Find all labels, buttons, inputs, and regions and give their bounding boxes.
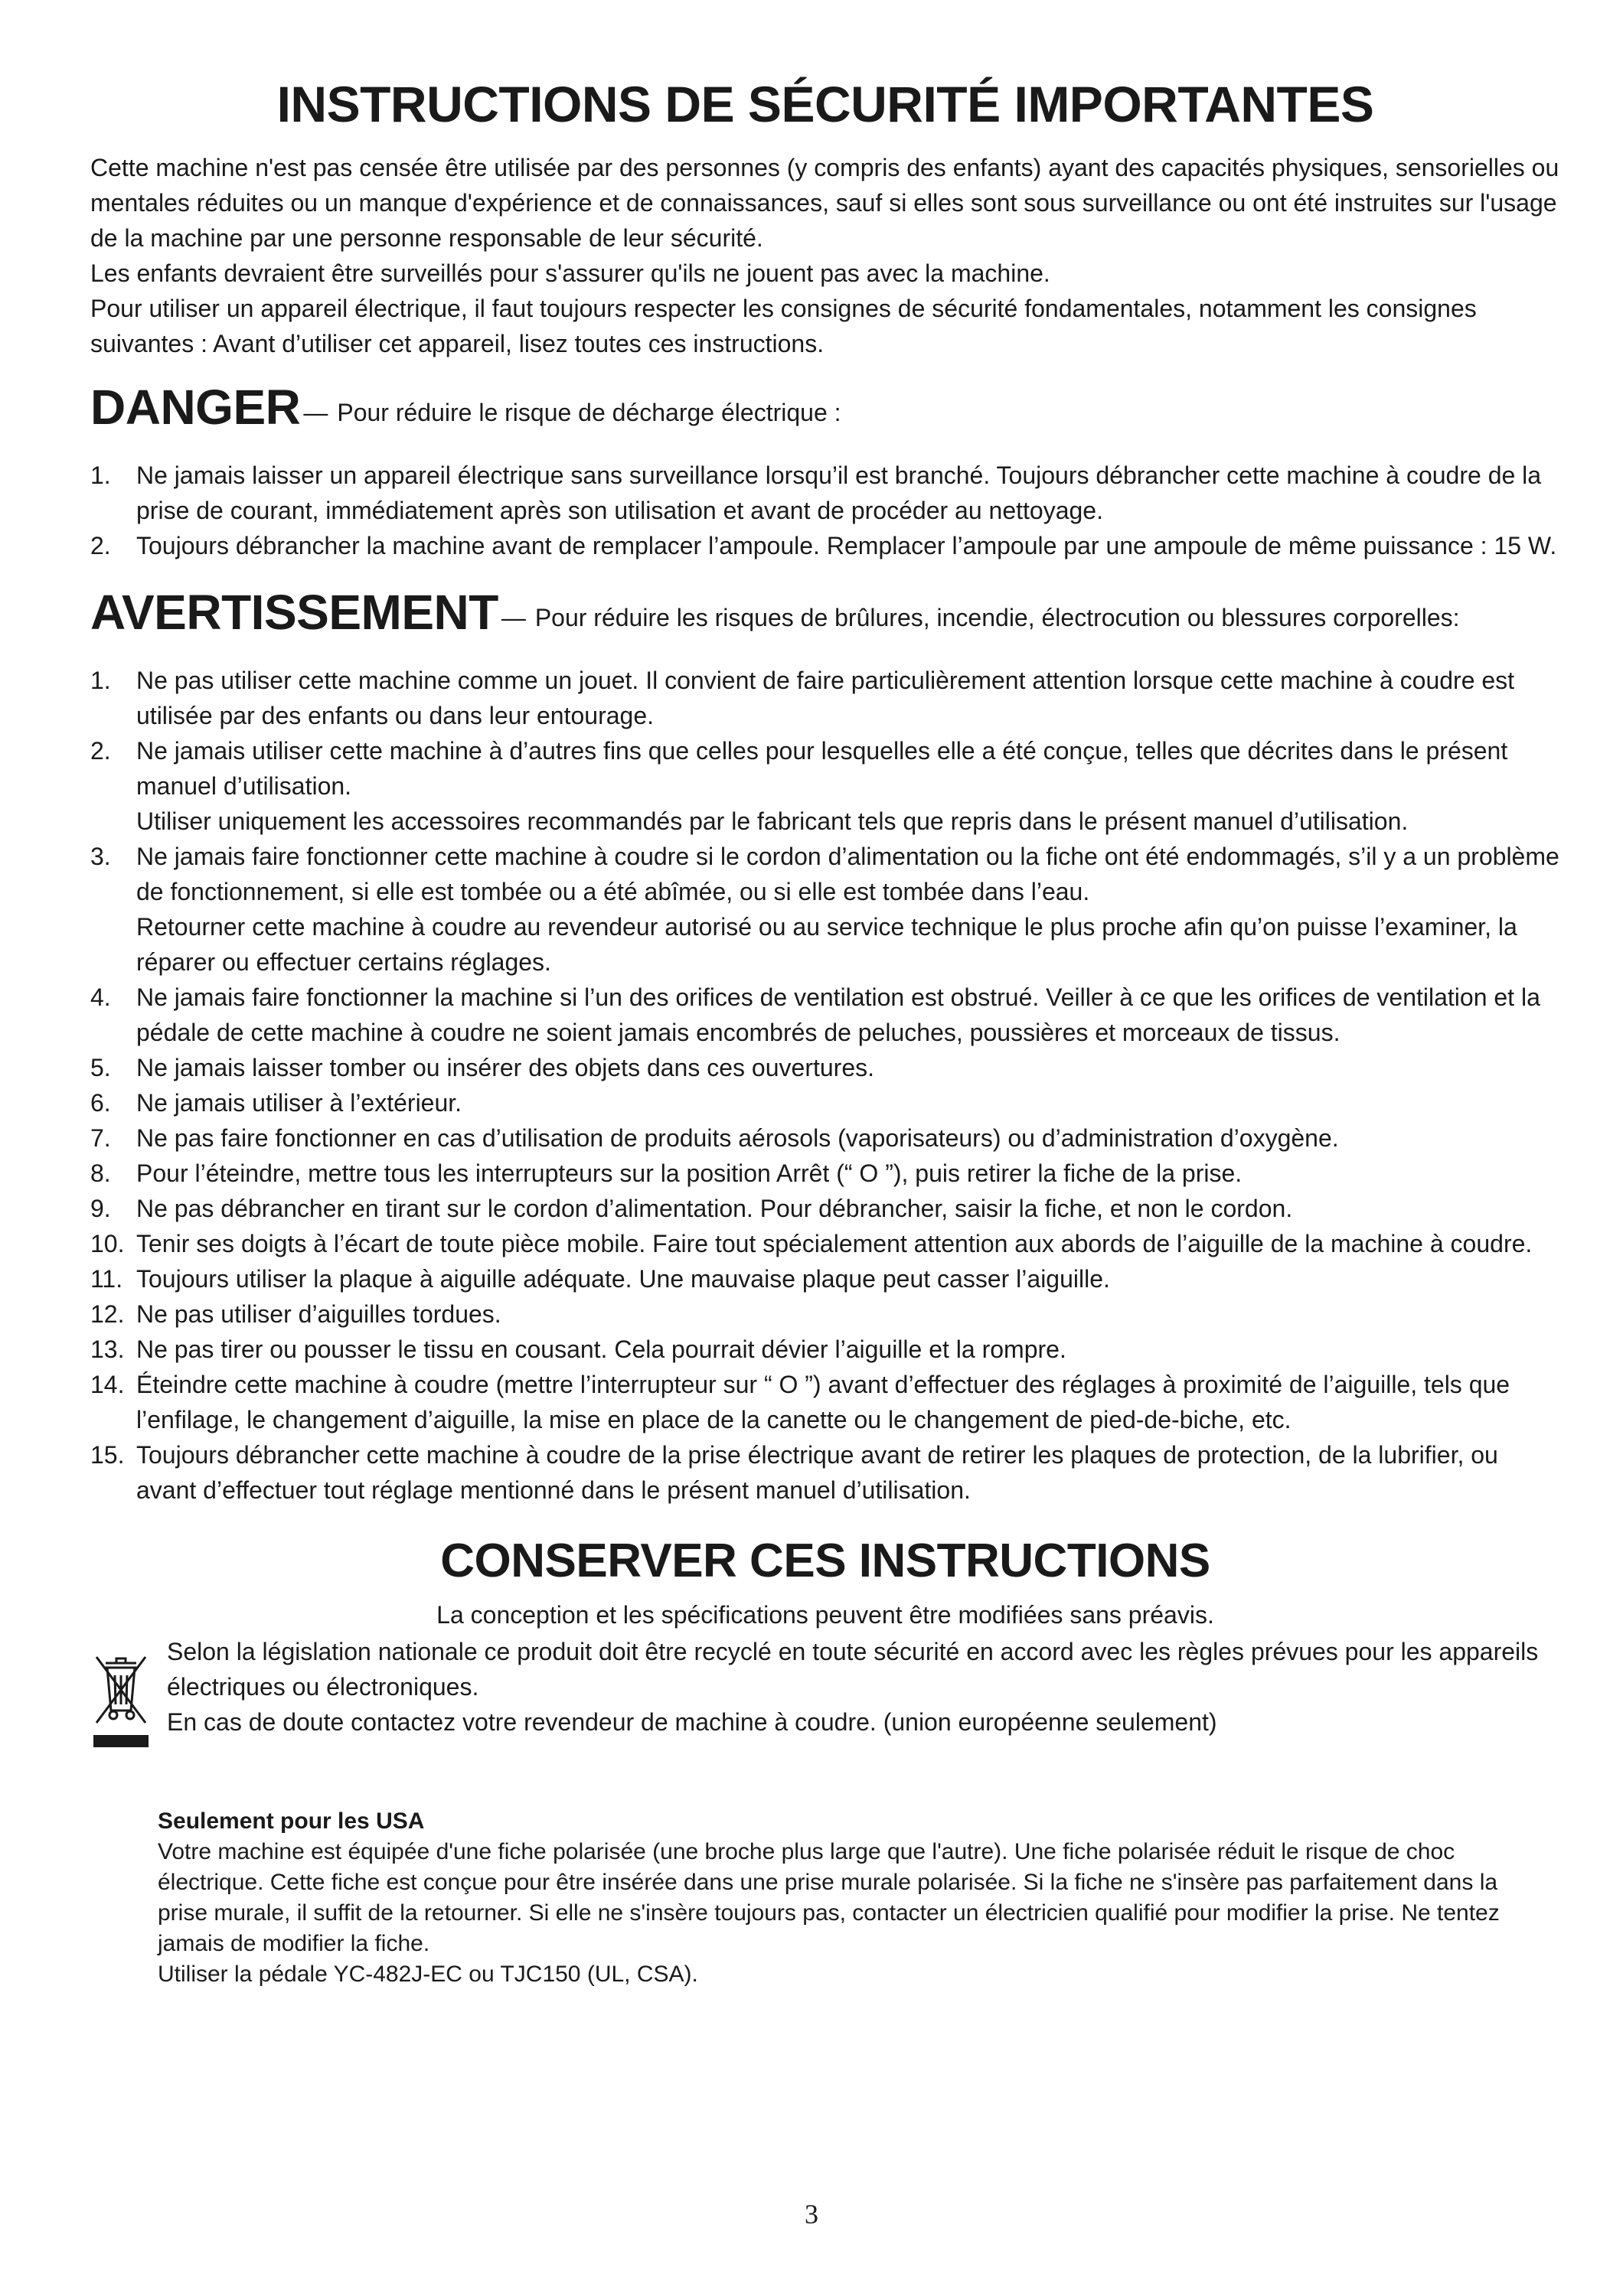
warning-item-number: 13. bbox=[90, 1336, 125, 1363]
warning-heading bbox=[90, 586, 1560, 649]
danger-dash: — bbox=[303, 399, 328, 426]
warning-dash: — bbox=[501, 604, 526, 631]
warning-item-number: 12. bbox=[90, 1300, 125, 1328]
warning-item-number: 10. bbox=[90, 1230, 125, 1257]
warning-item-subtext: Retourner cette machine à coudre au revendeur autorisé ou au service technique le plus proche afin qu’on puisse l’examiner, la réparer ou effectuer certains réglages. bbox=[136, 913, 1517, 976]
warning-item-number: 7. bbox=[90, 1124, 111, 1152]
document-page bbox=[90, 75, 1560, 1990]
warning-label: AVERTISSEMENT bbox=[90, 585, 498, 640]
recycling-contact: En cas de doute contactez votre revendeur de machine à coudre. (union européenne seulement) bbox=[167, 1708, 1217, 1736]
danger-item-1 bbox=[90, 458, 1560, 528]
warning-item-number: 14. bbox=[90, 1371, 125, 1398]
warning-item-number: 8. bbox=[90, 1159, 111, 1187]
warning-item-2 bbox=[90, 733, 1560, 839]
warning-item-6 bbox=[90, 1085, 1560, 1120]
warning-item-12 bbox=[90, 1296, 1560, 1332]
warning-item-number: 2. bbox=[90, 737, 111, 765]
warning-item-text: Toujours utiliser la plaque à aiguille adéquate. Une mauvaise plaque peut casser l’aiguille. bbox=[136, 1265, 1110, 1293]
warning-item-text: Ne pas utiliser d’aiguilles tordues. bbox=[136, 1300, 501, 1328]
danger-heading bbox=[90, 381, 1560, 444]
warning-item-text: Ne jamais laisser tomber ou insérer des objets dans ces ouvertures. bbox=[136, 1054, 874, 1081]
page-title: INSTRUCTIONS DE SÉCURITÉ IMPORTANTES bbox=[276, 76, 1374, 132]
page-number: 3 bbox=[805, 2199, 818, 2229]
danger-label: DANGER bbox=[90, 380, 301, 435]
conserve-title: CONSERVER CES INSTRUCTIONS bbox=[440, 1534, 1210, 1587]
warning-item-number: 11. bbox=[90, 1265, 123, 1293]
warning-item-7 bbox=[90, 1120, 1560, 1156]
danger-note: Pour réduire le risque de décharge électrique : bbox=[337, 399, 841, 426]
intro-paragraph-1: Cette machine n'est pas censée être utilisée par des personnes (y compris des enfants) ayant des capacités physiques, sensorielles ou mentales réduites ou un manque d'expérience et de connaissances, sauf si elles sont sous surveillance ou ont été instruites sur l'usage de la machine par une personne responsable de leur sécurité. bbox=[90, 154, 1559, 252]
recycling-block bbox=[90, 1634, 1560, 1760]
warning-item-text: Ne jamais utiliser à l’extérieur. bbox=[136, 1089, 462, 1117]
recycling-rule: Selon la législation nationale ce produit doit être recyclé en toute sécurité en accord avec les règles prévues pour les appareils électriques ou électroniques. bbox=[167, 1638, 1539, 1701]
warning-item-subtext: Utiliser uniquement les accessoires recommandés par le fabricant tels que repris dans le présent manuel d’utilisation. bbox=[136, 807, 1409, 835]
usa-title: Seulement pour les USA bbox=[158, 1808, 425, 1834]
warning-item-1 bbox=[90, 663, 1560, 733]
warning-item-11 bbox=[90, 1261, 1560, 1296]
danger-item-number: 2. bbox=[90, 532, 111, 559]
warning-item-10 bbox=[90, 1226, 1560, 1261]
warning-item-text: Tenir ses doigts à l’écart de toute pièce mobile. Faire tout spécialement attention aux abords de l’aiguille de la machine à coudre. bbox=[136, 1230, 1533, 1257]
danger-item-number: 1. bbox=[90, 461, 111, 489]
warning-item-number: 1. bbox=[90, 667, 111, 694]
warning-item-8 bbox=[90, 1156, 1560, 1191]
warning-item-13 bbox=[90, 1332, 1560, 1367]
danger-item-text: Toujours débrancher la machine avant de remplacer l’ampoule. Remplacer l’ampoule par une ampoule de même puissance : 15 W. bbox=[136, 532, 1557, 559]
intro-section bbox=[90, 150, 1560, 361]
weee-crossed-bin-icon bbox=[90, 1634, 167, 1760]
warning-item-text: Ne pas tirer ou pousser le tissu en cousant. Cela pourrait dévier l’aiguille et la rompre. bbox=[136, 1336, 1066, 1363]
warning-item-number: 6. bbox=[90, 1089, 111, 1117]
danger-list bbox=[90, 458, 1560, 563]
warning-note: Pour réduire les risques de brûlures, incendie, électrocution ou blessures corporelles: bbox=[534, 604, 1460, 631]
usa-pedal-text: Utiliser la pédale YC-482J-EC ou TJC150 (UL, CSA). bbox=[158, 1962, 698, 1987]
intro-paragraph-3: Pour utiliser un appareil électrique, il faut toujours respecter les consignes de sécurité fondamentales, notamment les consignes suivantes : Avant d’utiliser cet appareil, lisez toutes ces instructions. bbox=[90, 295, 1477, 357]
usa-plug-text: Votre machine est équipée d'une fiche polarisée (une broche plus large que l'autre). Une fiche polarisée réduit le risque de choc électrique. Cette fiche est conçue pour être insérée dans une prise murale polarisée. Si la fiche ne s'insère pas parfaitement dans la prise murale, il suffit de la retourner. Si elle ne s'insère toujours pas, contacter un électricien qualifié pour modifier la prise. Ne tentez jamais de modifier la fiche. bbox=[158, 1839, 1500, 1956]
warning-item-text: Éteindre cette machine à coudre (mettre l’interrupteur sur “ O ”) avant d’effectuer des réglages à proximité de l’aiguille, tels que l’enfilage, le changement d’aiguille, la mise en place de la canette ou le changement de pied-de-biche, etc. bbox=[136, 1371, 1510, 1433]
warning-list bbox=[90, 663, 1560, 1508]
warning-item-5 bbox=[90, 1050, 1560, 1085]
warning-item-text: Ne jamais faire fonctionner la machine si l’un des orifices de ventilation est obstrué. Veiller à ce que les orifices de ventilation et la pédale de cette machine à coudre ne soient jamais encombrés de peluches, poussières et morceaux de tissus. bbox=[136, 983, 1540, 1046]
warning-item-number: 4. bbox=[90, 983, 111, 1011]
warning-item-number: 5. bbox=[90, 1054, 111, 1081]
change-notice: La conception et les spécifications peuvent être modifiées sans préavis. bbox=[436, 1601, 1214, 1629]
warning-item-number: 15. bbox=[90, 1441, 125, 1469]
warning-item-text: Ne jamais utiliser cette machine à d’autres fins que celles pour lesquelles elle a été conçue, telles que décrites dans le présent manuel d’utilisation. bbox=[136, 737, 1508, 800]
intro-paragraph-2: Les enfants devraient être surveillés pour s'assurer qu'ils ne jouent pas avec la machine. bbox=[90, 259, 1050, 287]
warning-item-text: Ne pas utiliser cette machine comme un jouet. Il convient de faire particulièrement attention lorsque cette machine à coudre est utilisée par des enfants ou dans leur entourage. bbox=[136, 667, 1515, 729]
danger-item-text: Ne jamais laisser un appareil électrique sans surveillance lorsqu’il est branché. Toujours débrancher cette machine à coudre de la prise de courant, immédiatement après son utilisation et avant de procéder au nettoyage. bbox=[136, 461, 1542, 524]
warning-item-number: 9. bbox=[90, 1195, 111, 1222]
warning-item-9 bbox=[90, 1191, 1560, 1226]
warning-item-text: Pour l’éteindre, mettre tous les interrupteurs sur la position Arrêt (“ O ”), puis retirer la fiche de la prise. bbox=[136, 1159, 1243, 1187]
warning-item-number: 3. bbox=[90, 843, 111, 870]
danger-item-2 bbox=[90, 528, 1560, 563]
warning-item-14 bbox=[90, 1367, 1560, 1437]
warning-item-4 bbox=[90, 980, 1560, 1050]
warning-item-text: Ne jamais faire fonctionner cette machine à coudre si le cordon d’alimentation ou la fiche ont été endommagés, s’il y a un problème de fonctionnement, si elle est tombée ou a été abîmée, ou si elle est tombée dans l’eau. bbox=[136, 843, 1559, 905]
usa-section bbox=[158, 1806, 1536, 1990]
warning-item-3 bbox=[90, 839, 1560, 980]
warning-item-text: Ne pas faire fonctionner en cas d’utilisation de produits aérosols (vaporisateurs) ou d’administration d’oxygène. bbox=[136, 1124, 1339, 1152]
warning-item-text: Ne pas débrancher en tirant sur le cordon d’alimentation. Pour débrancher, saisir la fiche, et non le cordon. bbox=[136, 1195, 1293, 1222]
warning-item-text: Toujours débrancher cette machine à coudre de la prise électrique avant de retirer les plaques de protection, de la lubrifier, ou avant d’effectuer tout réglage mentionné dans le présent manuel d’utilisation. bbox=[136, 1441, 1498, 1504]
warning-item-15 bbox=[90, 1437, 1560, 1508]
recycling-text bbox=[167, 1634, 1560, 1740]
